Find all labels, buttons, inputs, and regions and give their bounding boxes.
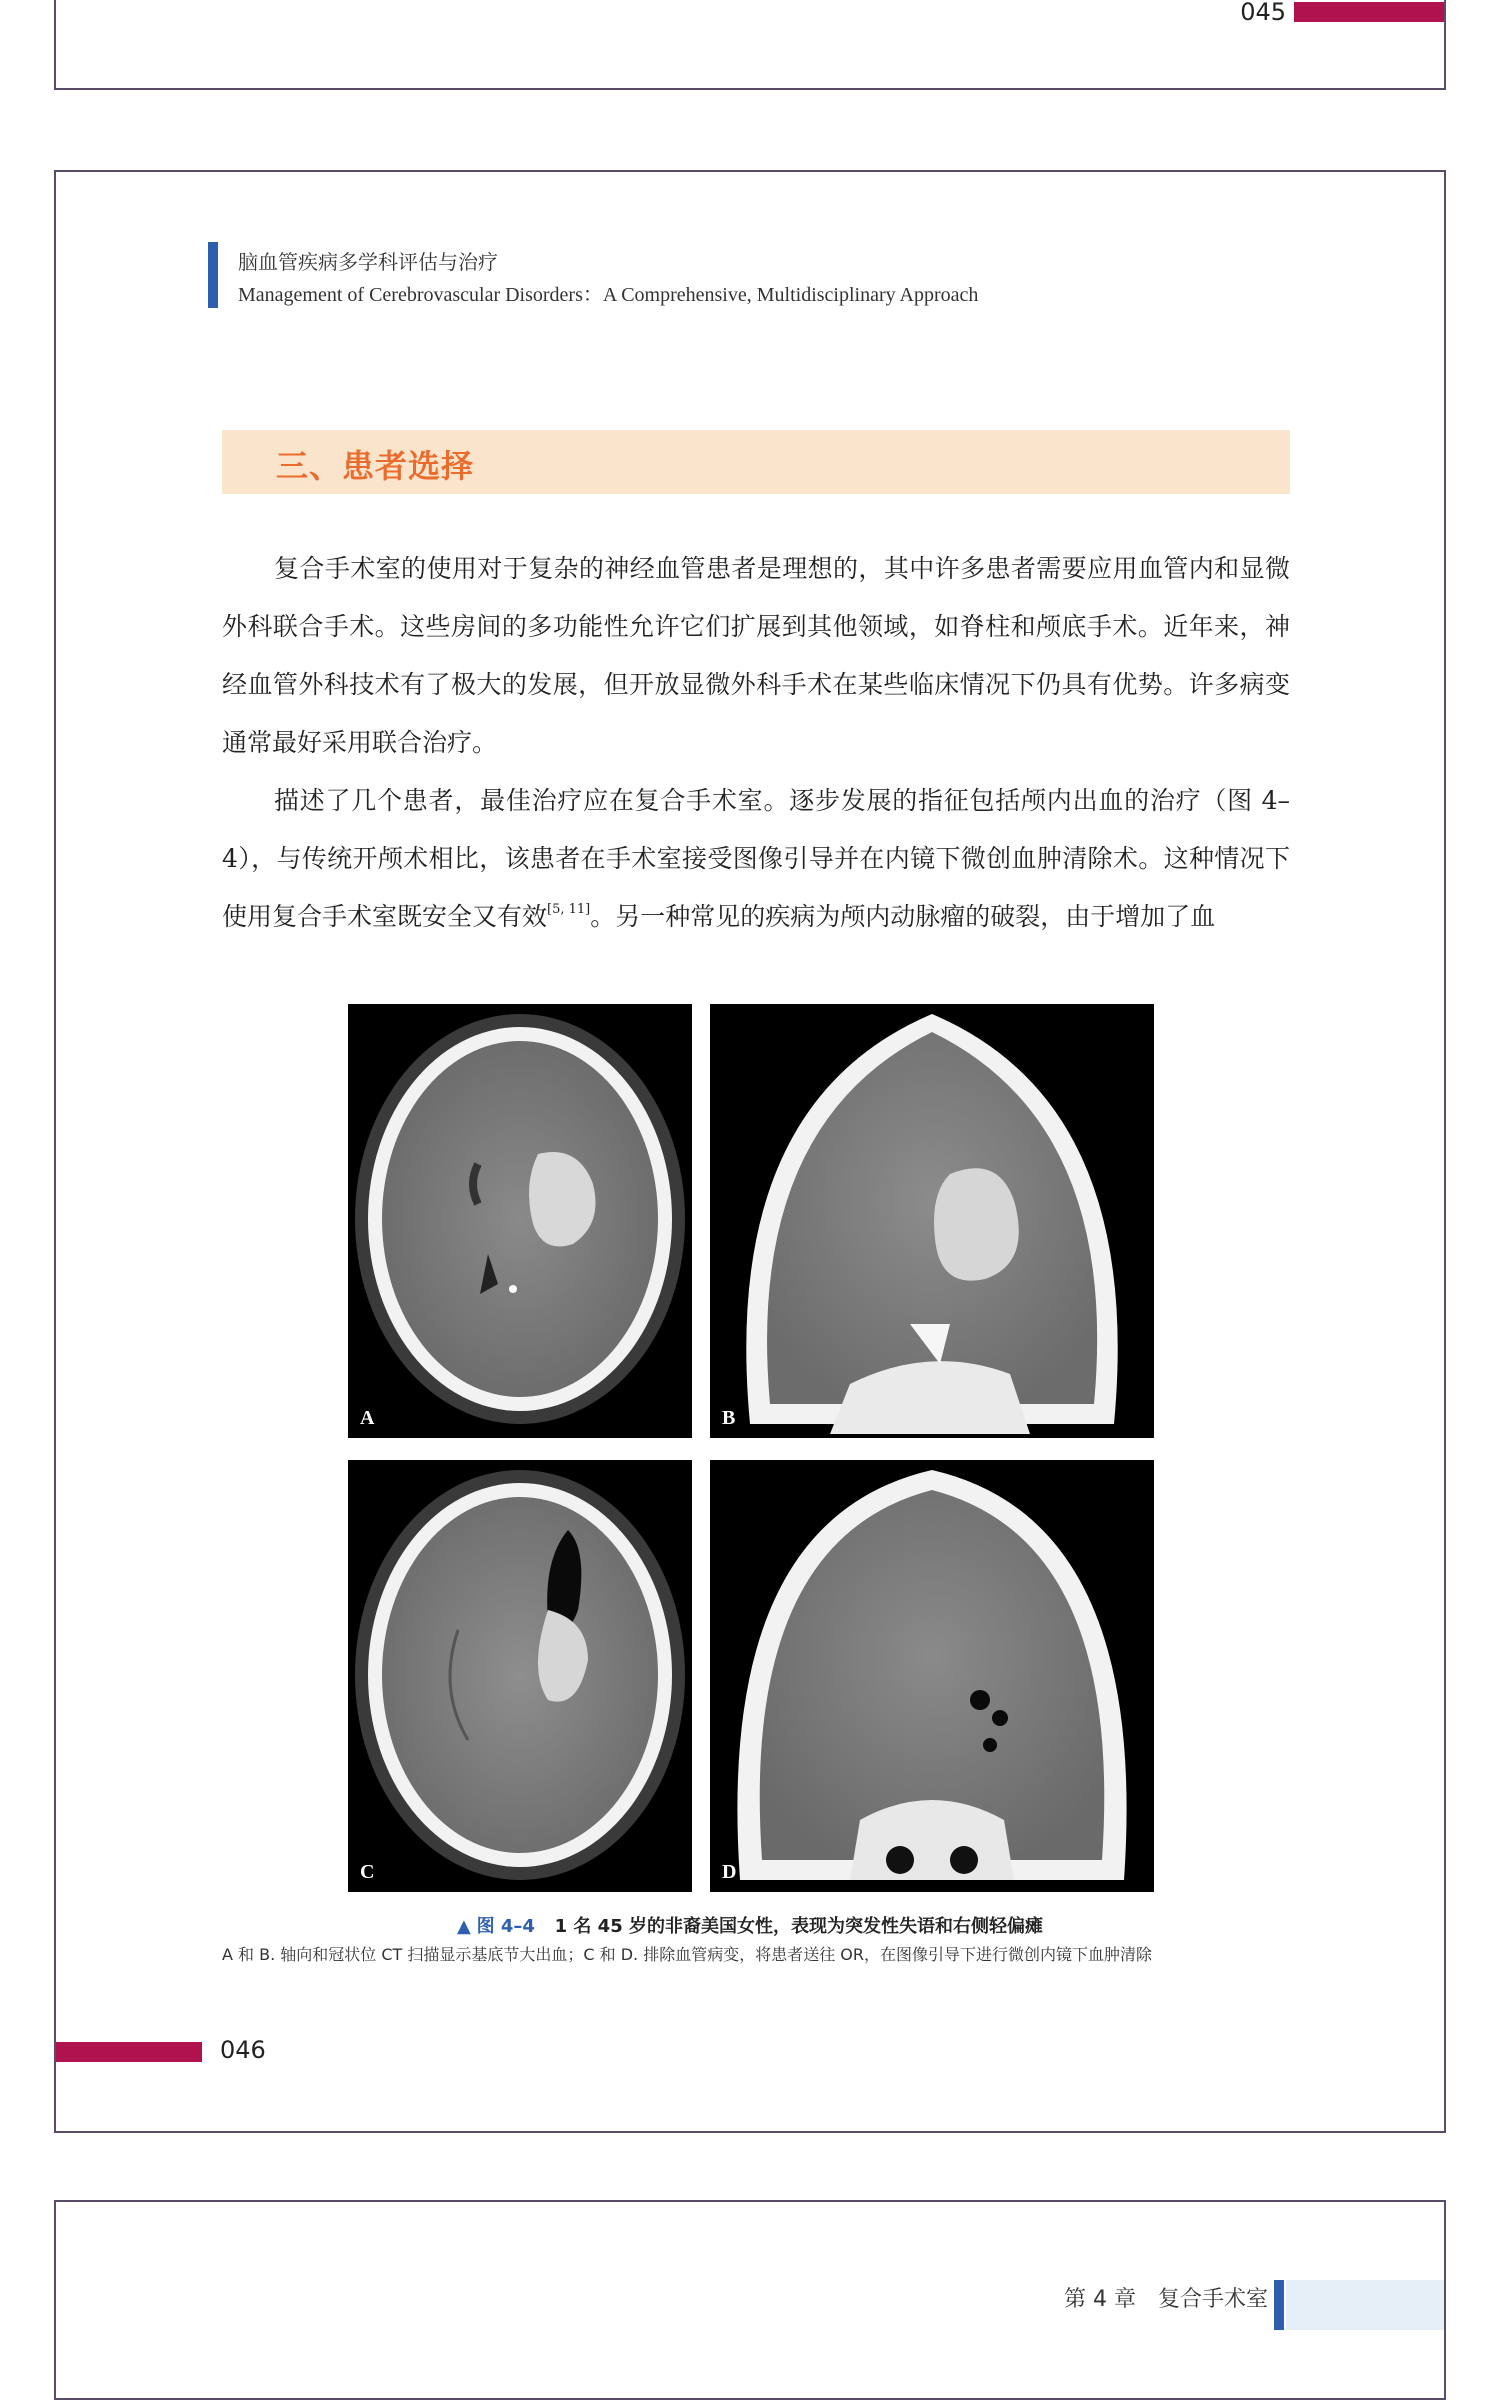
body-paragraph-2 [222,772,1290,946]
ct-panel-b [710,1004,1154,1438]
next-page [54,2200,1446,2400]
paragraph-text: 复合手术室的使用对于复杂的神经血管患者是理想的，其中许多患者需要应用血管内和显微外科联合手术。这些房间的多功能性允许它们扩展到其他领域，如脊柱和颅底手术。近年来，神经血管外科技术有了极大的发展，但开放显微外科手术在某些临床情况下仍具有优势。许多病变通常最好采用联合治疗。 [222,554,1290,757]
panel-label: C [360,1861,375,1883]
page-number: 045 [1240,0,1286,26]
page-number: 046 [220,2036,266,2064]
page-number-bar [1294,2,1444,22]
ct-axial-image-a [348,1004,692,1438]
ct-axial-image-c [348,1460,692,1892]
chapter-accent-bar [1274,2280,1284,2330]
ct-panel-d [710,1460,1154,1892]
section-title: 三、患者选择 [276,447,475,485]
ct-panel-a [348,1004,692,1438]
footer-accent-bar [56,2042,202,2062]
panel-label: A [360,1407,375,1429]
ct-coronal-image-b [710,1004,1154,1438]
figure-caption-title [56,1912,1444,1938]
ct-coronal-image-d [710,1460,1154,1892]
caption-triangle-icon: ▲ [456,1916,471,1937]
previous-page [54,0,1446,90]
panel-label: D [722,1861,737,1883]
figure-number: 图 4–4 [476,1916,535,1937]
section-heading-band [222,430,1290,494]
citation[interactable]: [5, 11] [547,902,591,917]
ct-panel-c [348,1460,692,1892]
chapter-band [1286,2280,1444,2330]
paragraph-text [222,772,1290,946]
header-accent-bar [208,242,218,308]
chapter-header: 第 4 章 复合手术室 [1064,2287,1268,2312]
paragraph-text-part: 描述了几个患者，最佳治疗应在复合手术室。逐步发展的指征包括颅内出血的治疗（图 4–4），与传统开颅术相比，该患者在手术室接受图像引导并在内镜下微创血肿清除术。这种情况下使用复合手术室既安全又有效 [222,786,1290,931]
paragraph-text-part: 。另一种常见的疾病为颅内动脉瘤的破裂，由于增加了血 [590,902,1216,931]
running-header-en: Management of Cerebrovascular Disorders：A Comprehensive, Multidisciplinary Approach [238,284,979,306]
current-page [54,170,1446,2133]
figure-caption-description: A 和 B. 轴向和冠状位 CT 扫描显示基底节大出血；C 和 D. 排除血管病变，将患者送往 OR，在图像引导下进行微创内镜下血肿清除 [222,1945,1153,1964]
panel-label: B [722,1407,736,1429]
running-header-cn: 脑血管疾病多学科评估与治疗 [238,250,498,274]
caption-title: 1 名 45 岁的非裔美国女性，表现为突发性失语和右侧轻偏瘫 [554,1916,1043,1937]
body-paragraph-1 [222,540,1290,772]
